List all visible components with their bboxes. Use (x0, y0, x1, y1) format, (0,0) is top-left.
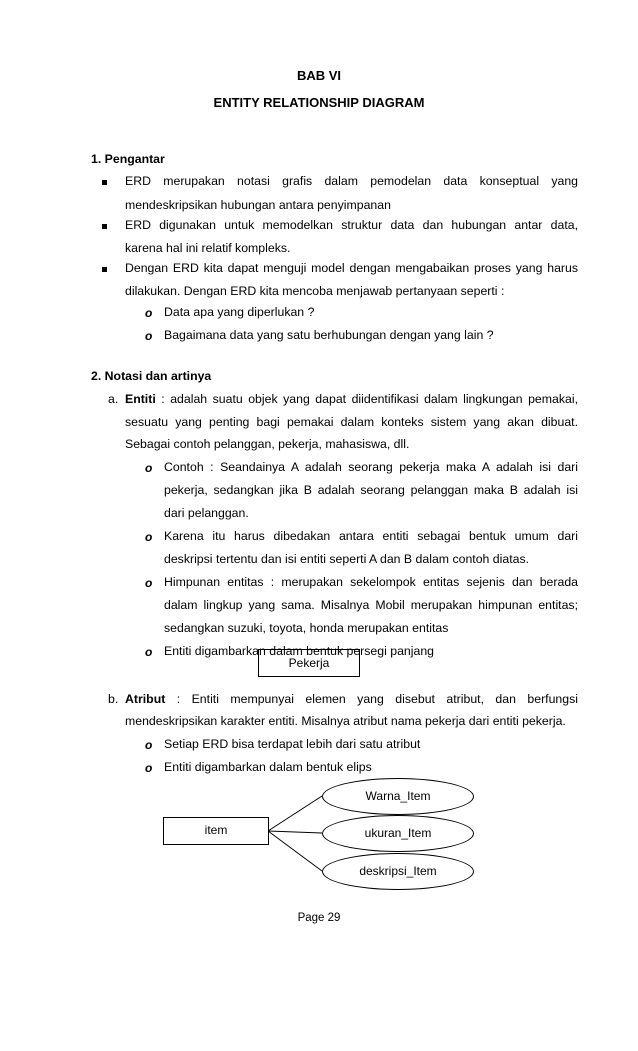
entiti-item-1-line-3: dari pelanggan. (164, 506, 249, 520)
entiti-item-4-line-1: Entiti digambarkan dalam bentuk persegi panjang (164, 644, 435, 658)
entiti-item-3-line-1: Himpunan entitas : merupakan sekelompok entitas sejenis dan berada (164, 575, 578, 589)
item-a-line-2: sesuatu yang penting bagi pemakai dalam konteks sistem yang akan dibuat. (125, 415, 578, 429)
bullet-2-line-2: karena hal ini relatif kompleks. (125, 241, 291, 255)
entiti-item-2-line-2: deskripsi tertentu dan isi entiti seperti A dan B dalam contoh diatas. (164, 552, 530, 566)
circle-bullet-icon: o (145, 576, 153, 590)
circle-bullet-icon: o (145, 645, 153, 659)
bullet-3-line-1: Dengan ERD kita dapat menguji model dengan mengabaikan proses yang harus (125, 261, 578, 275)
bullet-3-line-2: dilakukan. Dengan ERD kita mencoba menjawab pertanyaan seperti : (125, 284, 505, 298)
item-b-line-1-text: : Entiti mempunyai elemen yang disebut atribut, dan berfungsi (165, 692, 578, 706)
connector-line (268, 796, 322, 831)
page-number: Page 29 (297, 912, 341, 924)
item-a-line-1-text: : adalah suatu objek yang dapat diidentifikasi dalam lingkungan pemakai, (155, 392, 578, 406)
entity-rectangle-item: item (163, 817, 269, 845)
circle-bullet-icon: o (145, 306, 153, 320)
bullet-2-line-1: ERD digunakan untuk memodelkan struktur data dan hubungan antar data, (125, 218, 578, 232)
circle-bullet-icon: o (145, 761, 153, 775)
entiti-item-2-line-1: Karena itu harus dibedakan antara entiti sebagai bentuk umum dari (164, 529, 578, 543)
bullet-1-line-2: mendeskripsikan hubungan antara penyimpanan (125, 198, 391, 212)
bullet-1-line-1: ERD merupakan notasi grafis dalam pemodelan data konseptual yang (125, 174, 578, 188)
entiti-item-1-line-2: pekerja, sedangkan jika B adalah seorang pelanggan maka B adalah isi (164, 483, 578, 497)
attribute-ellipse-deskripsi: deskripsi_Item (322, 853, 474, 890)
item-a-line-3: Sebagai contoh pelanggan, pekerja, mahasiswa, dll. (125, 437, 410, 451)
item-b-marker: b. (108, 692, 119, 706)
attribute-ellipse-ukuran: ukuran_Item (322, 815, 474, 852)
entiti-item-3-line-3: sedangkan suzuki, toyota, honda merupakan entitas (164, 621, 449, 635)
item-a-marker: a. (108, 392, 119, 406)
section-2-heading: 2. Notasi dan artinya (91, 369, 212, 383)
circle-bullet-icon: o (145, 530, 153, 544)
entity-rectangle-pekerja: Pekerja (258, 649, 360, 677)
chapter-title: ENTITY RELATIONSHIP DIAGRAM (213, 95, 425, 110)
section-1-heading: 1. Pengantar (91, 152, 165, 166)
entiti-item-3-line-2: dalam lingkup yang sama. Misalnya Mobil merupakan himpunan entitas; (164, 598, 578, 612)
subitem-2: Bagaimana data yang satu berhubungan dengan yang lain ? (164, 328, 494, 342)
circle-bullet-icon: o (145, 738, 153, 752)
attribute-ellipse-warna: Warna_Item (322, 778, 474, 815)
atribut-item-1: Setiap ERD bisa terdapat lebih dari satu atribut (164, 737, 421, 751)
term-atribut: Atribut (125, 692, 166, 706)
item-b-line-2: mendeskripsikan karakter entiti. Misalnya atribut nama pekerja dari entiti pekerja. (125, 714, 566, 728)
atribut-item-2: Entiti digambarkan dalam bentuk elips (164, 760, 372, 774)
entiti-item-1-line-1: Contoh : Seandainya A adalah seorang pekerja maka A adalah isi dari (164, 460, 578, 474)
connector-line (268, 831, 322, 833)
chapter-label: BAB VI (296, 68, 342, 83)
circle-bullet-icon: o (145, 461, 153, 475)
subitem-1: Data apa yang diperlukan ? (164, 305, 315, 319)
circle-bullet-icon: o (145, 329, 153, 343)
connector-line (268, 831, 322, 871)
term-entiti: Entiti (125, 392, 156, 406)
